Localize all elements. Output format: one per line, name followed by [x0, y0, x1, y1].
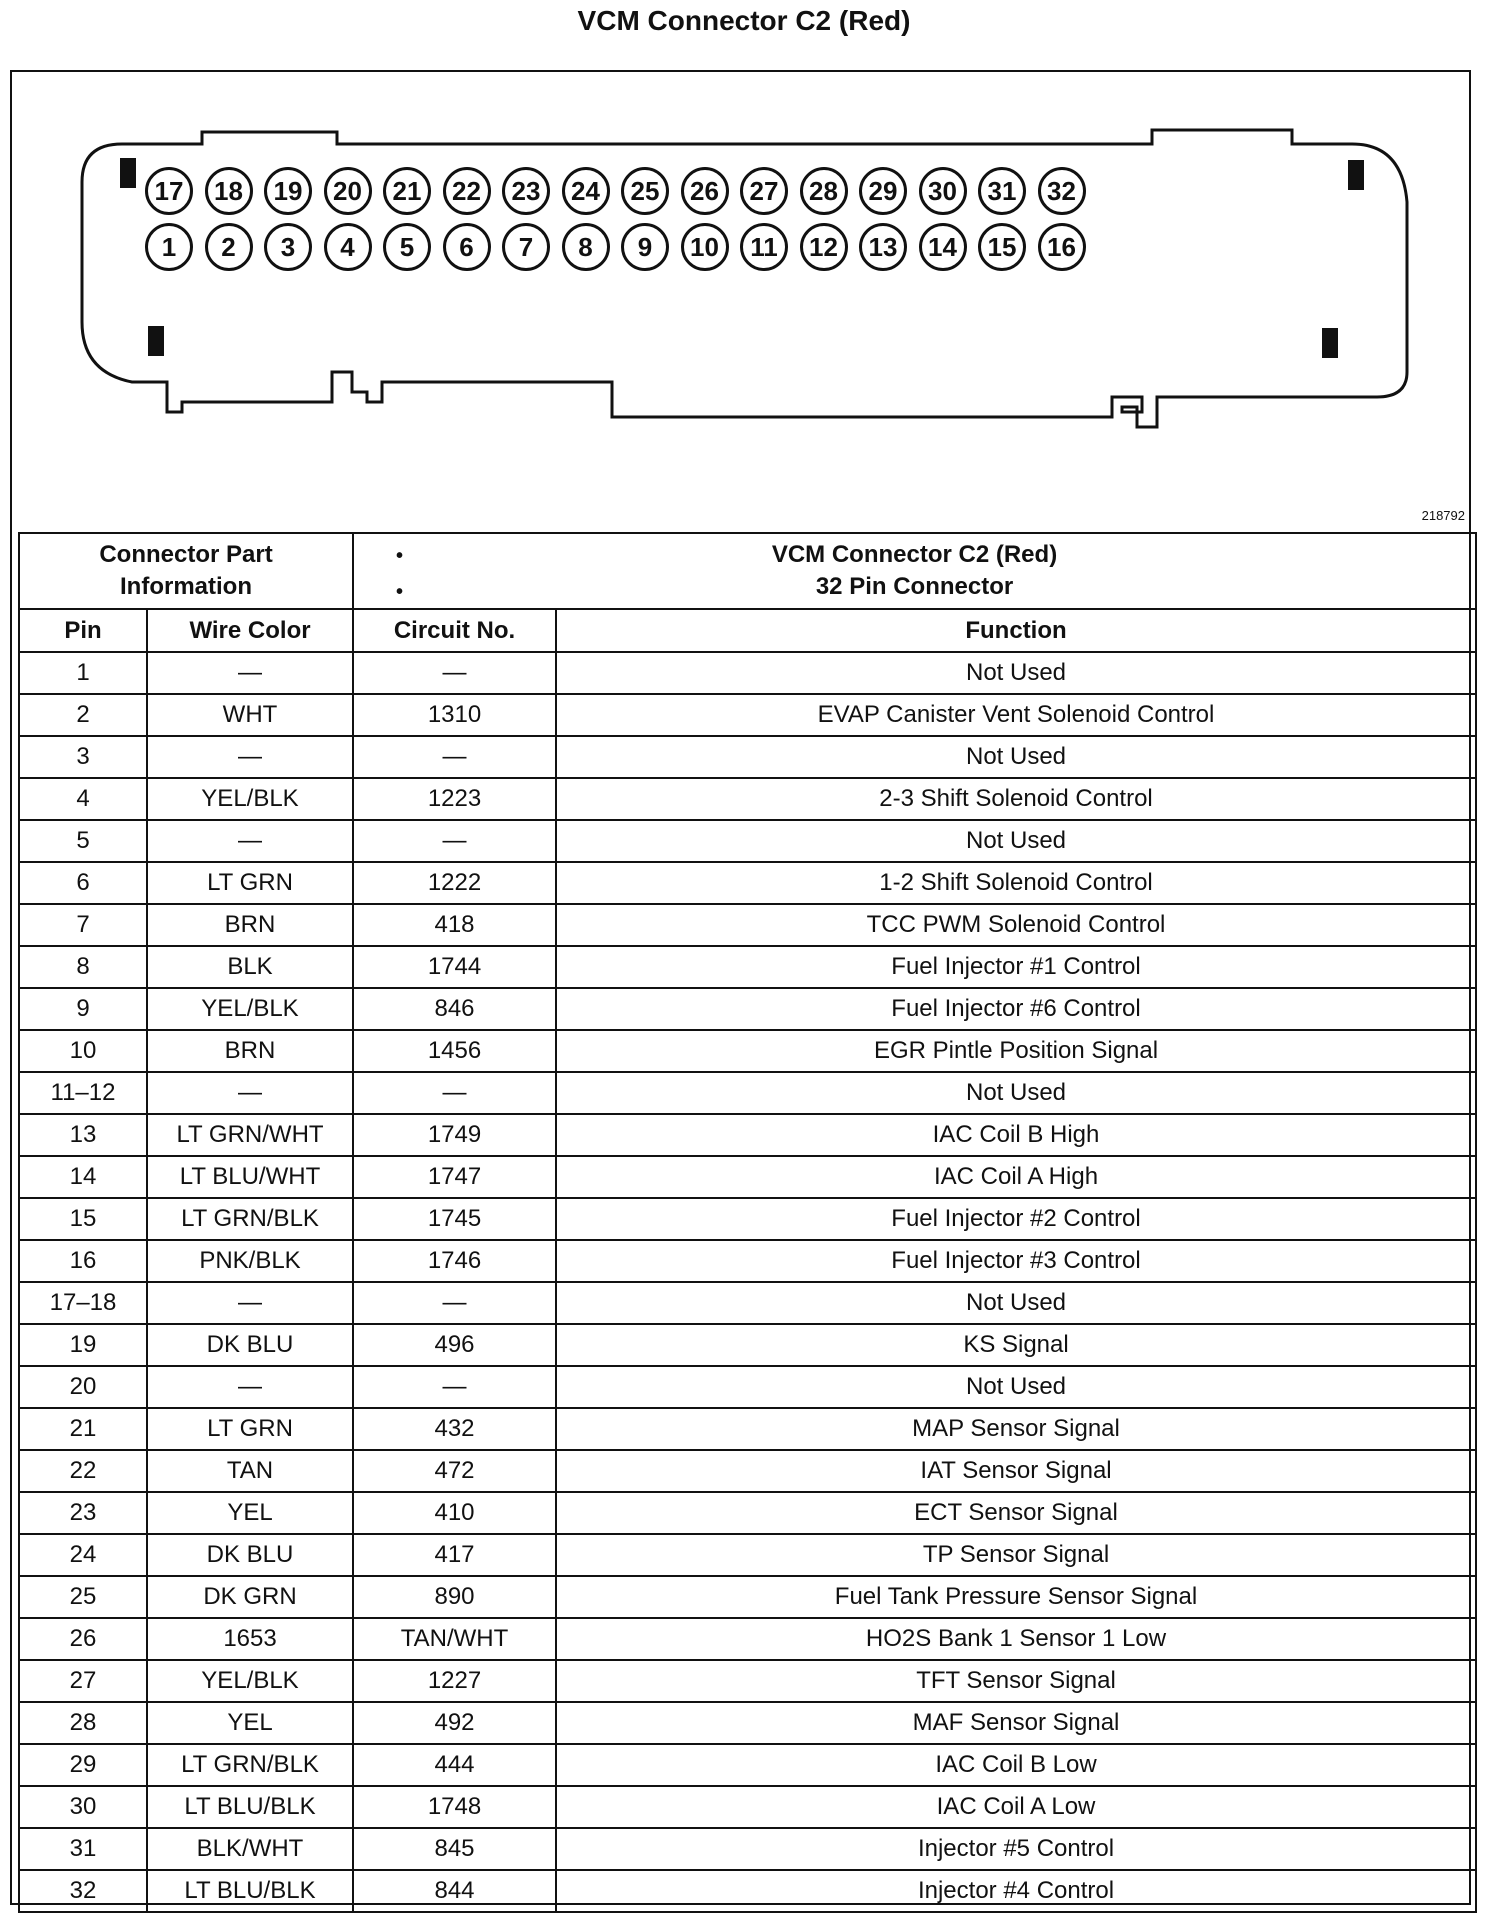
cell-wire-color: LT GRN/WHT — [147, 1114, 353, 1156]
cell-circuit: 1223 — [353, 778, 556, 820]
cell-function: IAC Coil B Low — [556, 1744, 1476, 1786]
pin-17: 17 — [145, 167, 193, 215]
pin-10: 10 — [681, 223, 729, 271]
cell-pin: 9 — [19, 988, 147, 1030]
table-row — [19, 694, 1476, 736]
part-info-row — [19, 533, 1476, 609]
cell-wire-color: PNK/BLK — [147, 1240, 353, 1282]
cell-circuit: 1227 — [353, 1660, 556, 1702]
pin-9: 9 — [621, 223, 669, 271]
cell-wire-color: YEL/BLK — [147, 988, 353, 1030]
cell-wire-color: — — [147, 1366, 353, 1408]
cell-circuit: — — [353, 652, 556, 694]
cell-wire-color: YEL/BLK — [147, 1660, 353, 1702]
cell-circuit: 846 — [353, 988, 556, 1030]
key-mark-bottom-right — [1322, 328, 1338, 358]
table-row — [19, 1324, 1476, 1366]
cell-circuit: — — [353, 736, 556, 778]
cell-wire-color: LT GRN/BLK — [147, 1744, 353, 1786]
cell-circuit: 1222 — [353, 862, 556, 904]
cell-pin: 10 — [19, 1030, 147, 1072]
cell-pin: 13 — [19, 1114, 147, 1156]
cell-wire-color: YEL — [147, 1492, 353, 1534]
pin-31: 31 — [978, 167, 1026, 215]
cell-wire-color: — — [147, 820, 353, 862]
cell-circuit: 1748 — [353, 1786, 556, 1828]
table-row — [19, 1786, 1476, 1828]
pin-8: 8 — [562, 223, 610, 271]
cell-wire-color: LT GRN — [147, 862, 353, 904]
pin-2: 2 — [205, 223, 253, 271]
pin-15: 15 — [978, 223, 1026, 271]
cell-wire-color: DK BLU — [147, 1534, 353, 1576]
table-row — [19, 1198, 1476, 1240]
cell-function: Not Used — [556, 1072, 1476, 1114]
part-info-line-2: 32 Pin Connector — [815, 573, 1014, 600]
cell-circuit: 492 — [353, 1702, 556, 1744]
cell-pin: 23 — [19, 1492, 147, 1534]
cell-pin: 32 — [19, 1870, 147, 1912]
key-mark-top-right — [1348, 160, 1364, 190]
cell-function: 1-2 Shift Solenoid Control — [556, 862, 1476, 904]
cell-circuit: — — [353, 1366, 556, 1408]
cell-wire-color: LT BLU/BLK — [147, 1870, 353, 1912]
cell-function: Fuel Injector #6 Control — [556, 988, 1476, 1030]
cell-wire-color: LT GRN — [147, 1408, 353, 1450]
cell-pin: 4 — [19, 778, 147, 820]
pin-27: 27 — [740, 167, 788, 215]
table-row — [19, 1828, 1476, 1870]
cell-function: Injector #5 Control — [556, 1828, 1476, 1870]
pin-7: 7 — [502, 223, 550, 271]
cell-circuit: TAN/WHT — [353, 1618, 556, 1660]
cell-wire-color: — — [147, 1282, 353, 1324]
cell-pin: 20 — [19, 1366, 147, 1408]
cell-circuit: — — [353, 820, 556, 862]
table-row — [19, 1576, 1476, 1618]
cell-function: KS Signal — [556, 1324, 1476, 1366]
cell-wire-color: LT BLU/WHT — [147, 1156, 353, 1198]
cell-wire-color: YEL — [147, 1702, 353, 1744]
cell-pin: 21 — [19, 1408, 147, 1450]
table-row — [19, 904, 1476, 946]
col-header-function: Function — [556, 609, 1476, 652]
cell-circuit: 472 — [353, 1450, 556, 1492]
pin-24: 24 — [562, 167, 610, 215]
cell-pin: 3 — [19, 736, 147, 778]
cell-pin: 26 — [19, 1618, 147, 1660]
figure-id: 218792 — [1421, 508, 1465, 523]
table-row — [19, 778, 1476, 820]
connector-diagram — [12, 72, 1469, 532]
pin-32: 32 — [1038, 167, 1086, 215]
cell-function: Not Used — [556, 652, 1476, 694]
table-row — [19, 820, 1476, 862]
cell-circuit: 1749 — [353, 1114, 556, 1156]
cell-wire-color: DK GRN — [147, 1576, 353, 1618]
cell-pin: 25 — [19, 1576, 147, 1618]
cell-pin: 27 — [19, 1660, 147, 1702]
cell-pin: 11–12 — [19, 1072, 147, 1114]
cell-wire-color: — — [147, 1072, 353, 1114]
pin-13: 13 — [859, 223, 907, 271]
cell-function: Injector #4 Control — [556, 1870, 1476, 1912]
pin-4: 4 — [324, 223, 372, 271]
cell-circuit: 890 — [353, 1576, 556, 1618]
cell-wire-color: YEL/BLK — [147, 778, 353, 820]
cell-function: EGR Pintle Position Signal — [556, 1030, 1476, 1072]
table-row — [19, 1282, 1476, 1324]
cell-pin: 14 — [19, 1156, 147, 1198]
cell-pin: 6 — [19, 862, 147, 904]
cell-wire-color: BRN — [147, 1030, 353, 1072]
cell-function: IAT Sensor Signal — [556, 1450, 1476, 1492]
pin-14: 14 — [919, 223, 967, 271]
cell-circuit: 1744 — [353, 946, 556, 988]
pin-3: 3 — [264, 223, 312, 271]
table-row — [19, 736, 1476, 778]
cell-pin: 19 — [19, 1324, 147, 1366]
cell-circuit: 1310 — [353, 694, 556, 736]
key-mark-bottom-left — [148, 326, 164, 356]
cell-pin: 22 — [19, 1450, 147, 1492]
cell-wire-color: BRN — [147, 904, 353, 946]
pin-5: 5 — [383, 223, 431, 271]
col-header-pin: Pin — [19, 609, 147, 652]
cell-pin: 28 — [19, 1702, 147, 1744]
table-row — [19, 862, 1476, 904]
cell-pin: 5 — [19, 820, 147, 862]
pin-6: 6 — [443, 223, 491, 271]
table-row — [19, 1114, 1476, 1156]
cell-wire-color: DK BLU — [147, 1324, 353, 1366]
cell-circuit: 418 — [353, 904, 556, 946]
table-row — [19, 1660, 1476, 1702]
pin-20: 20 — [324, 167, 372, 215]
table-row — [19, 652, 1476, 694]
cell-function: MAP Sensor Signal — [556, 1408, 1476, 1450]
table-row — [19, 1744, 1476, 1786]
pin-22: 22 — [443, 167, 491, 215]
cell-circuit: 417 — [353, 1534, 556, 1576]
table-row — [19, 1870, 1476, 1912]
cell-function: Fuel Tank Pressure Sensor Signal — [556, 1576, 1476, 1618]
table-row — [19, 1366, 1476, 1408]
cell-circuit: 496 — [353, 1324, 556, 1366]
cell-function: Not Used — [556, 736, 1476, 778]
cell-wire-color: WHT — [147, 694, 353, 736]
cell-function: HO2S Bank 1 Sensor 1 Low — [556, 1618, 1476, 1660]
pinout-table — [18, 532, 1477, 1913]
cell-pin: 30 — [19, 1786, 147, 1828]
bullet-2: • — [396, 581, 404, 603]
cell-function: Fuel Injector #2 Control — [556, 1198, 1476, 1240]
cell-circuit: 1746 — [353, 1240, 556, 1282]
part-info-line-1: VCM Connector C2 (Red) — [771, 541, 1058, 568]
pin-23: 23 — [502, 167, 550, 215]
cell-pin: 17–18 — [19, 1282, 147, 1324]
cell-function: Not Used — [556, 820, 1476, 862]
cell-circuit: 432 — [353, 1408, 556, 1450]
header-row — [19, 609, 1476, 652]
connector-frame — [10, 70, 1471, 1905]
cell-pin: 15 — [19, 1198, 147, 1240]
cell-circuit: 844 — [353, 1870, 556, 1912]
cell-wire-color: LT BLU/BLK — [147, 1786, 353, 1828]
pin-28: 28 — [800, 167, 848, 215]
cell-circuit: 410 — [353, 1492, 556, 1534]
bullet-1: • — [396, 545, 404, 567]
col-header-circuit: Circuit No. — [353, 609, 556, 652]
cell-function: Fuel Injector #1 Control — [556, 946, 1476, 988]
pin-29: 29 — [859, 167, 907, 215]
cell-wire-color: LT GRN/BLK — [147, 1198, 353, 1240]
page-title: VCM Connector C2 (Red) — [577, 5, 911, 36]
cell-wire-color: 1653 — [147, 1618, 353, 1660]
pin-12: 12 — [800, 223, 848, 271]
pin-19: 19 — [264, 167, 312, 215]
pin-16: 16 — [1038, 223, 1086, 271]
pin-25: 25 — [621, 167, 669, 215]
cell-function: EVAP Canister Vent Solenoid Control — [556, 694, 1476, 736]
cell-function: TCC PWM Solenoid Control — [556, 904, 1476, 946]
table-row — [19, 1492, 1476, 1534]
cell-function: MAF Sensor Signal — [556, 1702, 1476, 1744]
cell-function: IAC Coil A High — [556, 1156, 1476, 1198]
pin-30: 30 — [919, 167, 967, 215]
part-info-label: Connector Part Information — [19, 533, 353, 609]
cell-circuit: 1456 — [353, 1030, 556, 1072]
cell-pin: 24 — [19, 1534, 147, 1576]
cell-pin: 29 — [19, 1744, 147, 1786]
cell-pin: 8 — [19, 946, 147, 988]
table-row — [19, 1618, 1476, 1660]
table-row — [19, 988, 1476, 1030]
cell-wire-color: BLK/WHT — [147, 1828, 353, 1870]
part-info-details — [353, 533, 1476, 609]
table-row — [19, 1408, 1476, 1450]
table-row — [19, 1156, 1476, 1198]
pin-21: 21 — [383, 167, 431, 215]
pin-1: 1 — [145, 223, 193, 271]
cell-pin: 31 — [19, 1828, 147, 1870]
connector-outline — [12, 72, 1469, 532]
cell-function: Not Used — [556, 1282, 1476, 1324]
pin-26: 26 — [681, 167, 729, 215]
table-row — [19, 1534, 1476, 1576]
cell-circuit: 1747 — [353, 1156, 556, 1198]
table-row — [19, 1030, 1476, 1072]
cell-circuit: 1745 — [353, 1198, 556, 1240]
table-row — [19, 1450, 1476, 1492]
cell-wire-color: — — [147, 652, 353, 694]
pin-18: 18 — [205, 167, 253, 215]
cell-function: TP Sensor Signal — [556, 1534, 1476, 1576]
table-body — [19, 652, 1476, 1912]
cell-function: TFT Sensor Signal — [556, 1660, 1476, 1702]
table-row — [19, 946, 1476, 988]
pin-11: 11 — [740, 223, 788, 271]
cell-circuit: — — [353, 1282, 556, 1324]
cell-wire-color: — — [147, 736, 353, 778]
cell-function: 2-3 Shift Solenoid Control — [556, 778, 1476, 820]
col-header-wire-color: Wire Color — [147, 609, 353, 652]
cell-wire-color: BLK — [147, 946, 353, 988]
cell-pin: 7 — [19, 904, 147, 946]
table-row — [19, 1072, 1476, 1114]
cell-pin: 2 — [19, 694, 147, 736]
key-mark-top-left — [120, 158, 136, 188]
cell-circuit: — — [353, 1072, 556, 1114]
cell-circuit: 845 — [353, 1828, 556, 1870]
cell-wire-color: TAN — [147, 1450, 353, 1492]
cell-pin: 16 — [19, 1240, 147, 1282]
cell-function: Not Used — [556, 1366, 1476, 1408]
cell-pin: 1 — [19, 652, 147, 694]
cell-function: ECT Sensor Signal — [556, 1492, 1476, 1534]
cell-function: IAC Coil A Low — [556, 1786, 1476, 1828]
table-row — [19, 1240, 1476, 1282]
cell-circuit: 444 — [353, 1744, 556, 1786]
table-row — [19, 1702, 1476, 1744]
cell-function: Fuel Injector #3 Control — [556, 1240, 1476, 1282]
cell-function: IAC Coil B High — [556, 1114, 1476, 1156]
